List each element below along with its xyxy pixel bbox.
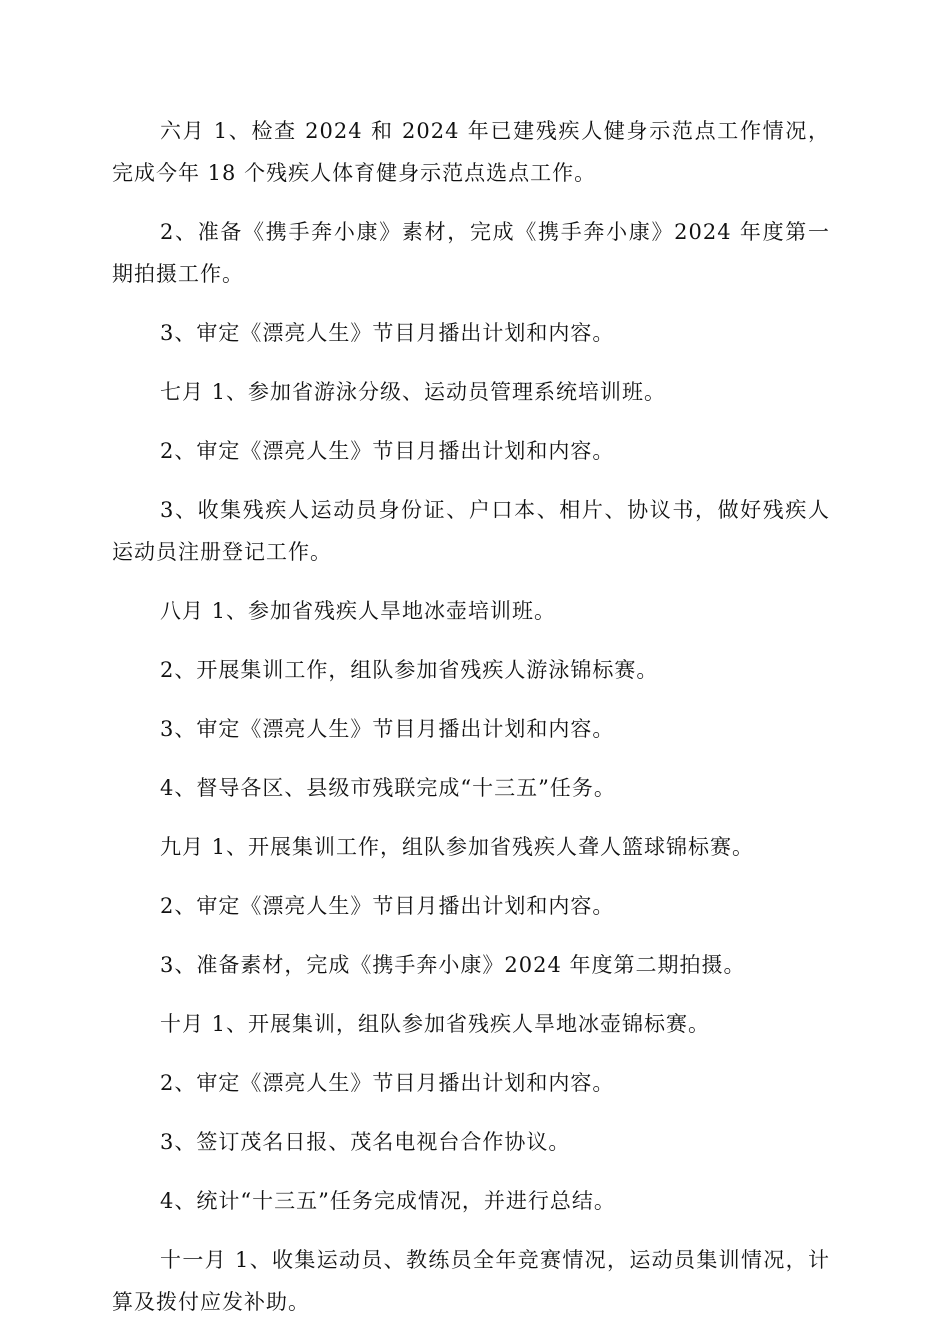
paragraph-july-item-3: 3、收集残疾人运动员身份证、户口本、相片、协议书，做好残疾人运动员注册登记工作。 [112, 498, 830, 564]
paragraph-june-item-2: 2、准备《携手奔小康》素材，完成《携手奔小康》2024 年度第一期拍摄工作。 [112, 220, 830, 286]
paragraph-june-item-3: 3、审定《漂亮人生》节目月播出计划和内容。 [160, 321, 615, 345]
paragraph-september-item-2: 2、审定《漂亮人生》节目月播出计划和内容。 [160, 894, 615, 918]
paragraph-august-item-1: 八月 1、参加省残疾人旱地冰壶培训班。 [160, 599, 557, 623]
paragraph-october-item-1: 十月 1、开展集训，组队参加省残疾人旱地冰壶锦标赛。 [160, 1012, 711, 1036]
paragraph-august-item-2: 2、开展集训工作，组队参加省残疾人游泳锦标赛。 [160, 658, 659, 682]
paragraph-october-item-2: 2、审定《漂亮人生》节目月播出计划和内容。 [160, 1071, 615, 1095]
document-body [112, 110, 830, 1340]
paragraph-september-item-3: 3、准备素材，完成《携手奔小康》2024 年度第二期拍摄。 [160, 953, 746, 977]
paragraph-august-item-4: 4、督导各区、县级市残联完成“十三五”任务。 [160, 776, 616, 800]
paragraph-november-item-1: 十一月 1、收集运动员、教练员全年竞赛情况，运动员集训情况，计算及拨付应发补助。 [112, 1248, 830, 1314]
paragraph-july-item-1: 七月 1、参加省游泳分级、运动员管理系统培训班。 [160, 380, 667, 404]
paragraph-august-item-3: 3、审定《漂亮人生》节目月播出计划和内容。 [160, 717, 615, 741]
paragraph-september-item-1: 九月 1、开展集训工作，组队参加省残疾人聋人篮球锦标赛。 [160, 835, 755, 859]
paragraph-june-item-1: 六月 1、检查 2024 和 2024 年已建残疾人健身示范点工作情况，完成今年 18 个残疾人体育健身示范点选点工作。 [112, 119, 830, 185]
paragraph-october-item-3: 3、签订茂名日报、茂名电视台合作协议。 [160, 1130, 571, 1154]
paragraph-october-item-4: 4、统计“十三五”任务完成情况，并进行总结。 [160, 1189, 616, 1213]
paragraph-july-item-2: 2、审定《漂亮人生》节目月播出计划和内容。 [160, 439, 615, 463]
